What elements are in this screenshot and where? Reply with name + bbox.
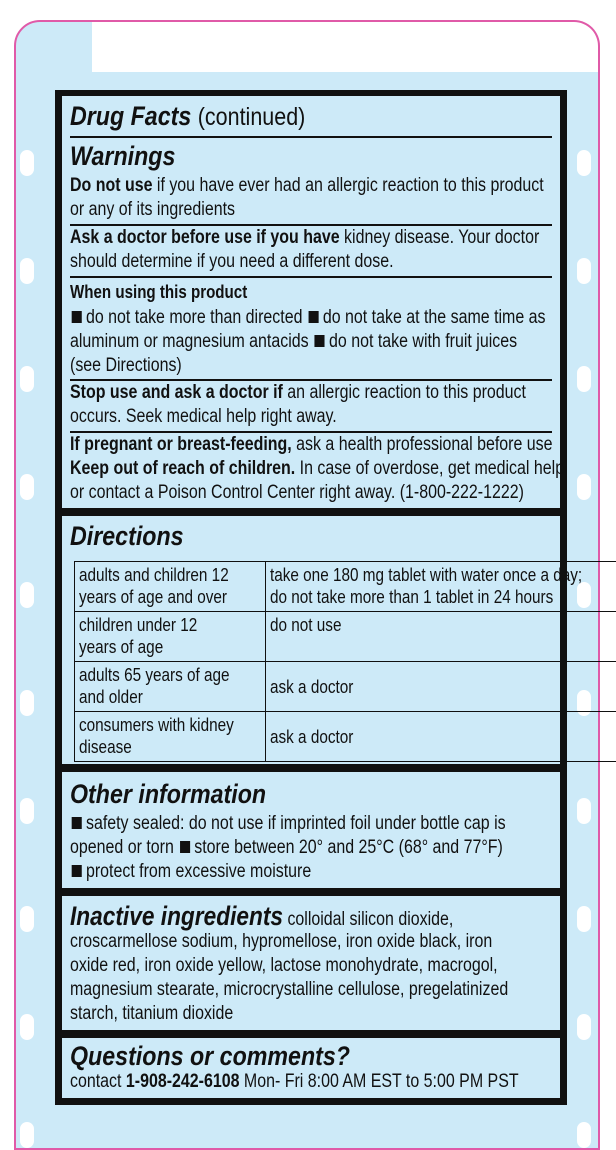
other-info-line-1: safety sealed: do not use if imprinted foil under bottle cap is — [70, 812, 475, 836]
bullet-square-icon — [72, 311, 82, 323]
warnings-heading: Warnings — [70, 140, 485, 172]
when-using-heading: When using this product — [70, 280, 475, 304]
directions-table — [74, 561, 616, 762]
inactive-line-3: oxide red, iron oxide yellow, lactose monohydrate, macrogol, — [70, 954, 475, 978]
keep-out-line-1: Keep out of reach of children. In case of overdose, get medical help — [70, 457, 475, 481]
bullet-square-icon — [315, 335, 325, 347]
directions-section — [62, 516, 560, 764]
when-using-line-1: do not take more than directed do not take at the same time as — [70, 306, 475, 330]
questions-contact-line: contact 1-908-242-6108 Mon- Fri 8:00 AM EST to 5:00 PM PST — [70, 1070, 475, 1094]
bullet-square-icon — [72, 865, 82, 877]
bullet-square-icon — [72, 817, 82, 829]
keep-out-line-2: or contact a Poison Control Center right away. (1-800-222-1222) — [70, 481, 475, 505]
other-info-line-2: opened or torn store between 20° and 25°C (68° and 77°F) — [70, 836, 475, 860]
stop-use-line-1: Stop use and ask a doctor if an allergic reaction to this product — [70, 381, 475, 405]
drug-facts-heading: Drug Facts (continued) — [70, 100, 485, 133]
pregnant-line: If pregnant or breast-feeding, ask a health professional before use — [70, 433, 475, 457]
do-not-use-line-1: Do not use if you have ever had an allergic reaction to this product — [70, 174, 475, 198]
table-row: adults 65 years of age and older ask a doctor — [75, 662, 616, 712]
inactive-line-1: Inactive ingredients colloidal silicon dioxide, — [70, 900, 475, 932]
inactive-line-4: magnesium stearate, microcrystalline cellulose, pregelatinized — [70, 978, 475, 1002]
divider — [70, 136, 552, 138]
ask-doctor-line-2: should determine if you need a different dose. — [70, 250, 475, 274]
questions-section — [62, 1038, 560, 1098]
inactive-line-2: croscarmellose sodium, hypromellose, iron oxide black, iron — [70, 930, 475, 954]
left-perforation — [20, 0, 38, 1140]
other-information-section — [62, 772, 560, 888]
contact-phone: 1-908-242-6108 — [126, 1071, 240, 1092]
directions-heading: Directions — [70, 520, 485, 552]
warnings-section — [62, 96, 560, 508]
other-information-heading: Other information — [70, 778, 485, 810]
stop-use-line-2: occurs. Seek medical help right away. — [70, 405, 475, 429]
when-using-line-2: aluminum or magnesium antacids do not take with fruit juices — [70, 330, 475, 354]
bullet-square-icon — [309, 311, 319, 323]
inactive-line-5: starch, titanium dioxide — [70, 1002, 475, 1026]
table-row: consumers with kidney disease ask a doctor — [75, 712, 616, 762]
table-row: adults and children 12 years of age and over take one 180 mg tablet with water once a day; do not take more than 1 tablet in 24 hours — [75, 562, 616, 612]
when-using-line-3: (see Directions) — [70, 354, 475, 378]
inactive-ingredients-section — [62, 896, 560, 1030]
ask-doctor-line-1: Ask a doctor before use if you have kidney disease. Your doctor — [70, 226, 475, 250]
other-info-line-3: protect from excessive moisture — [70, 860, 475, 884]
bullet-square-icon — [180, 841, 190, 853]
questions-heading: Questions or comments? — [70, 1040, 485, 1072]
divider — [70, 276, 552, 278]
label-top-edge — [92, 20, 600, 74]
table-row: children under 12 years of age do not use — [75, 612, 616, 662]
do-not-use-line-2: or any of its ingredients — [70, 198, 475, 222]
